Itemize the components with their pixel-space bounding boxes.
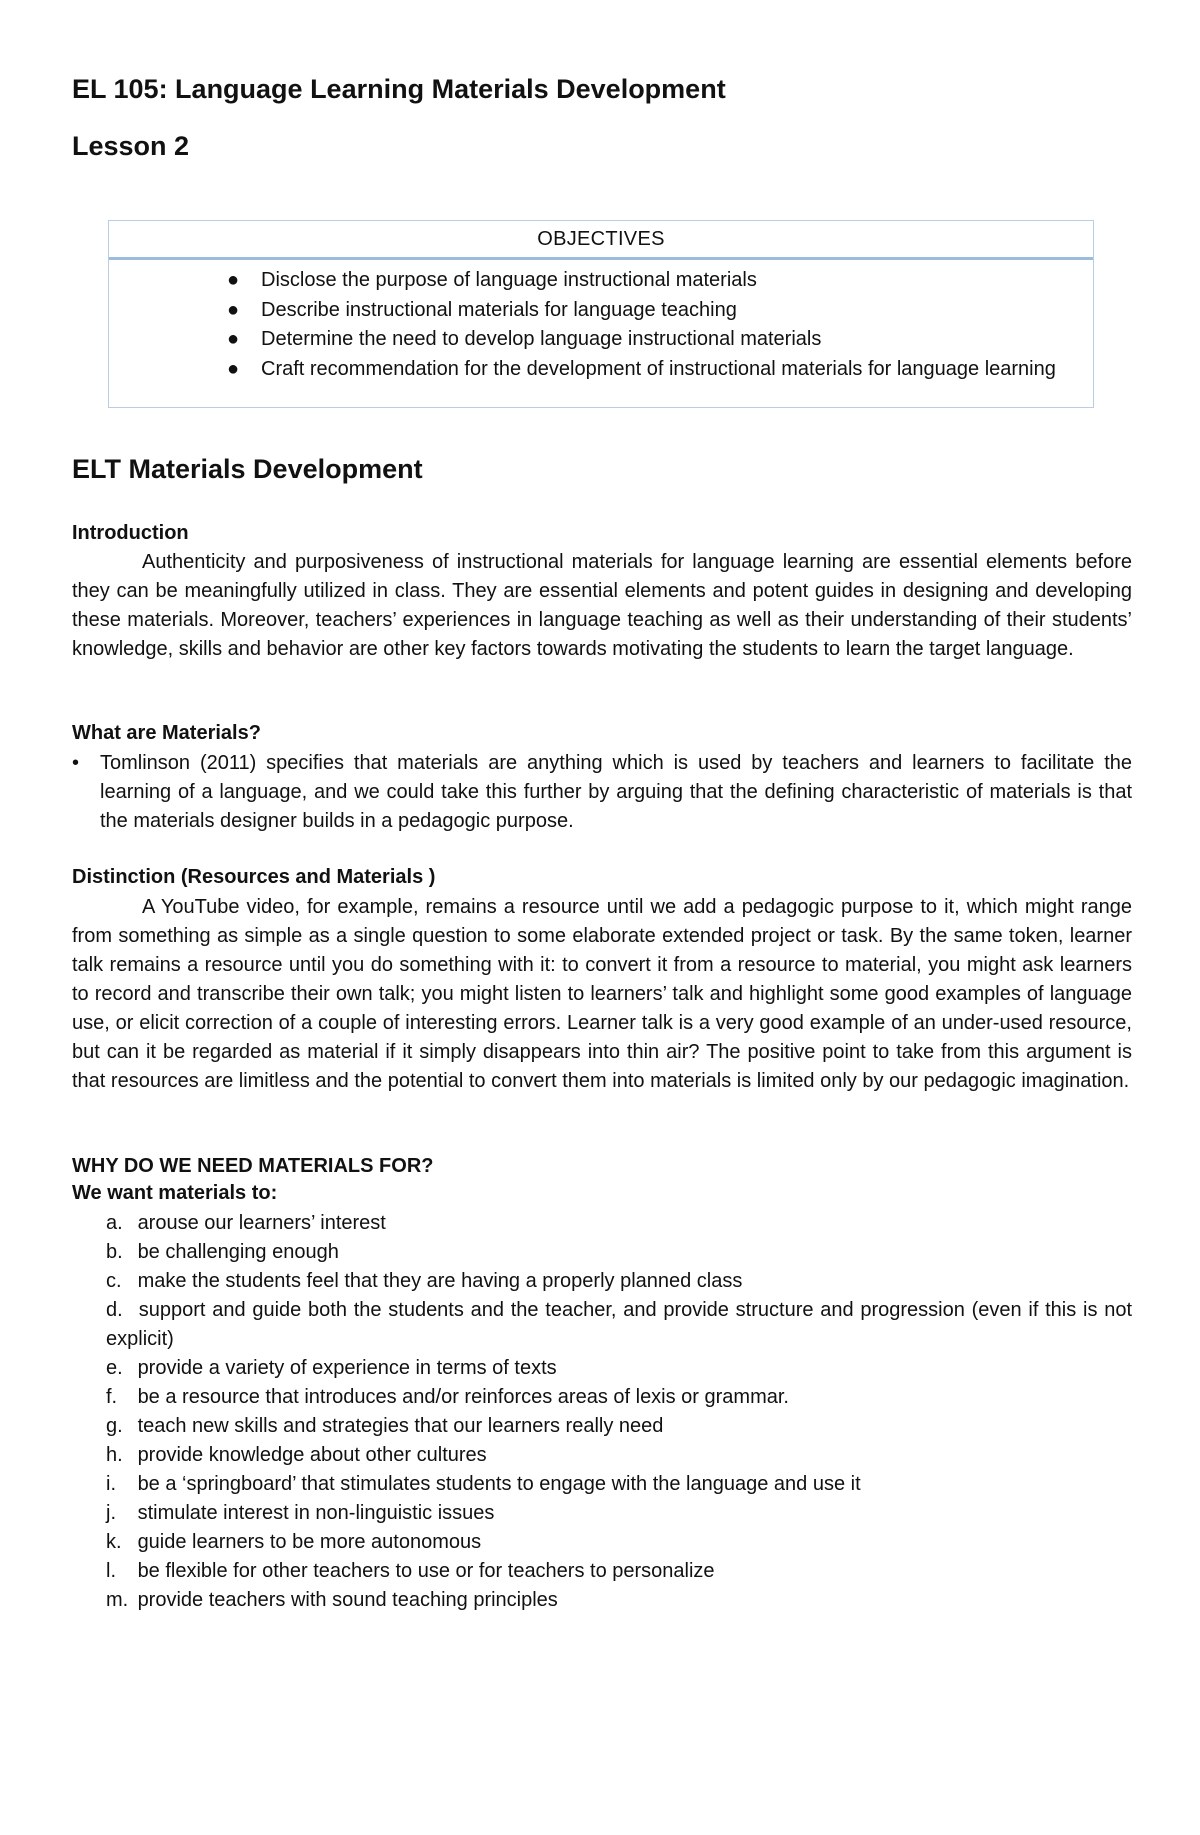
tomlinson-bullet: • Tomlinson (2011) specifies that materials are anything which is used by teachers and learners to facilitate the learning of a language, and we could take this further by arguing that the defining characteristic of materials is that the materials designer builds in a pedagogic purpose. xyxy=(72,749,1132,836)
objective-item: ● Disclose the purpose of language instructional materials xyxy=(109,266,1093,296)
list-item: k. guide learners to be more autonomous xyxy=(106,1531,482,1553)
lesson-title: Lesson 2 xyxy=(72,131,190,161)
section-title: ELT Materials Development xyxy=(72,454,423,484)
list-item: l. be flexible for other teachers to use or for teachers to personalize xyxy=(106,1560,715,1582)
bullet-icon: ● xyxy=(227,269,240,291)
bullet-icon: ● xyxy=(227,357,240,380)
bullet-icon: • xyxy=(72,752,80,774)
objective-item: ● Craft recommendation for the development of instructional materials for language learning xyxy=(109,355,1093,385)
list-item: j. stimulate interest in non-linguistic issues xyxy=(106,1502,495,1524)
list-item: e. provide a variety of experience in terms of texts xyxy=(106,1357,557,1379)
distinction-text: A YouTube video, for example, remains a resource until we add a pedagogic purpose to it, which might range from something as simple as a single question to some elaborate extended project or task. By the same token, learner talk remains a resource until you do something with it: to convert it from a resource to material, you might ask learners to record and transcribe their own talk; you might listen to learners’ talk and highlight some good examples of language use, or elicit correction of a couple of interesting errors. Learner talk is a very good example of an under-used resource, but can it be regarded as material if it simply disappears into thin air? The positive point to take from this argument is that resources are limitless and the potential to convert them into materials is limited only by our pedagogic imagination. xyxy=(72,896,1132,1092)
objectives-heading: OBJECTIVES xyxy=(109,221,1093,260)
objective-item: ● Describe instructional materials for language teaching xyxy=(109,296,1093,326)
list-item: a. arouse our learners’ interest xyxy=(106,1212,386,1234)
bullet-icon: ● xyxy=(227,328,240,350)
list-item: m. provide teachers with sound teaching principles xyxy=(106,1589,558,1611)
want-materials-heading: We want materials to: xyxy=(72,1182,278,1204)
list-item: h. provide knowledge about other cultures xyxy=(106,1444,487,1466)
list-item: d. support and guide both the students and the teacher, and provide structure and progression (even if this is not explicit) xyxy=(106,1299,1132,1350)
introduction-heading: Introduction xyxy=(72,522,189,544)
what-are-materials-heading: What are Materials? xyxy=(72,722,261,744)
list-item: g. teach new skills and strategies that our learners really need xyxy=(106,1415,664,1437)
list-item: b. be challenging enough xyxy=(106,1241,339,1263)
course-title: EL 105: Language Learning Materials Development xyxy=(72,74,726,104)
list-item: i. be a ‘springboard’ that stimulates students to engage with the language and use it xyxy=(106,1473,861,1495)
objectives-list xyxy=(109,260,1093,384)
want-materials-list xyxy=(72,1209,1132,1615)
objectives-table xyxy=(108,220,1094,408)
list-item: c. make the students feel that they are having a properly planned class xyxy=(106,1270,743,1292)
why-need-heading: WHY DO WE NEED MATERIALS FOR? xyxy=(72,1155,434,1177)
list-item: f. be a resource that introduces and/or reinforces areas of lexis or grammar. xyxy=(106,1386,789,1408)
objective-item: ● Determine the need to develop language instructional materials xyxy=(109,325,1093,355)
bullet-icon: ● xyxy=(227,298,240,321)
introduction-text: Authenticity and purposiveness of instructional materials for language learning are essential elements before they can be meaningfully utilized in class. They are essential elements and potent guides in designing and developing these materials. Moreover, teachers’ experiences in language teaching as well as their understanding of their students’ knowledge, skills and behavior are other key factors towards motivating the students to learn the target language. xyxy=(72,551,1132,660)
distinction-heading: Distinction (Resources and Materials ) xyxy=(72,866,436,888)
